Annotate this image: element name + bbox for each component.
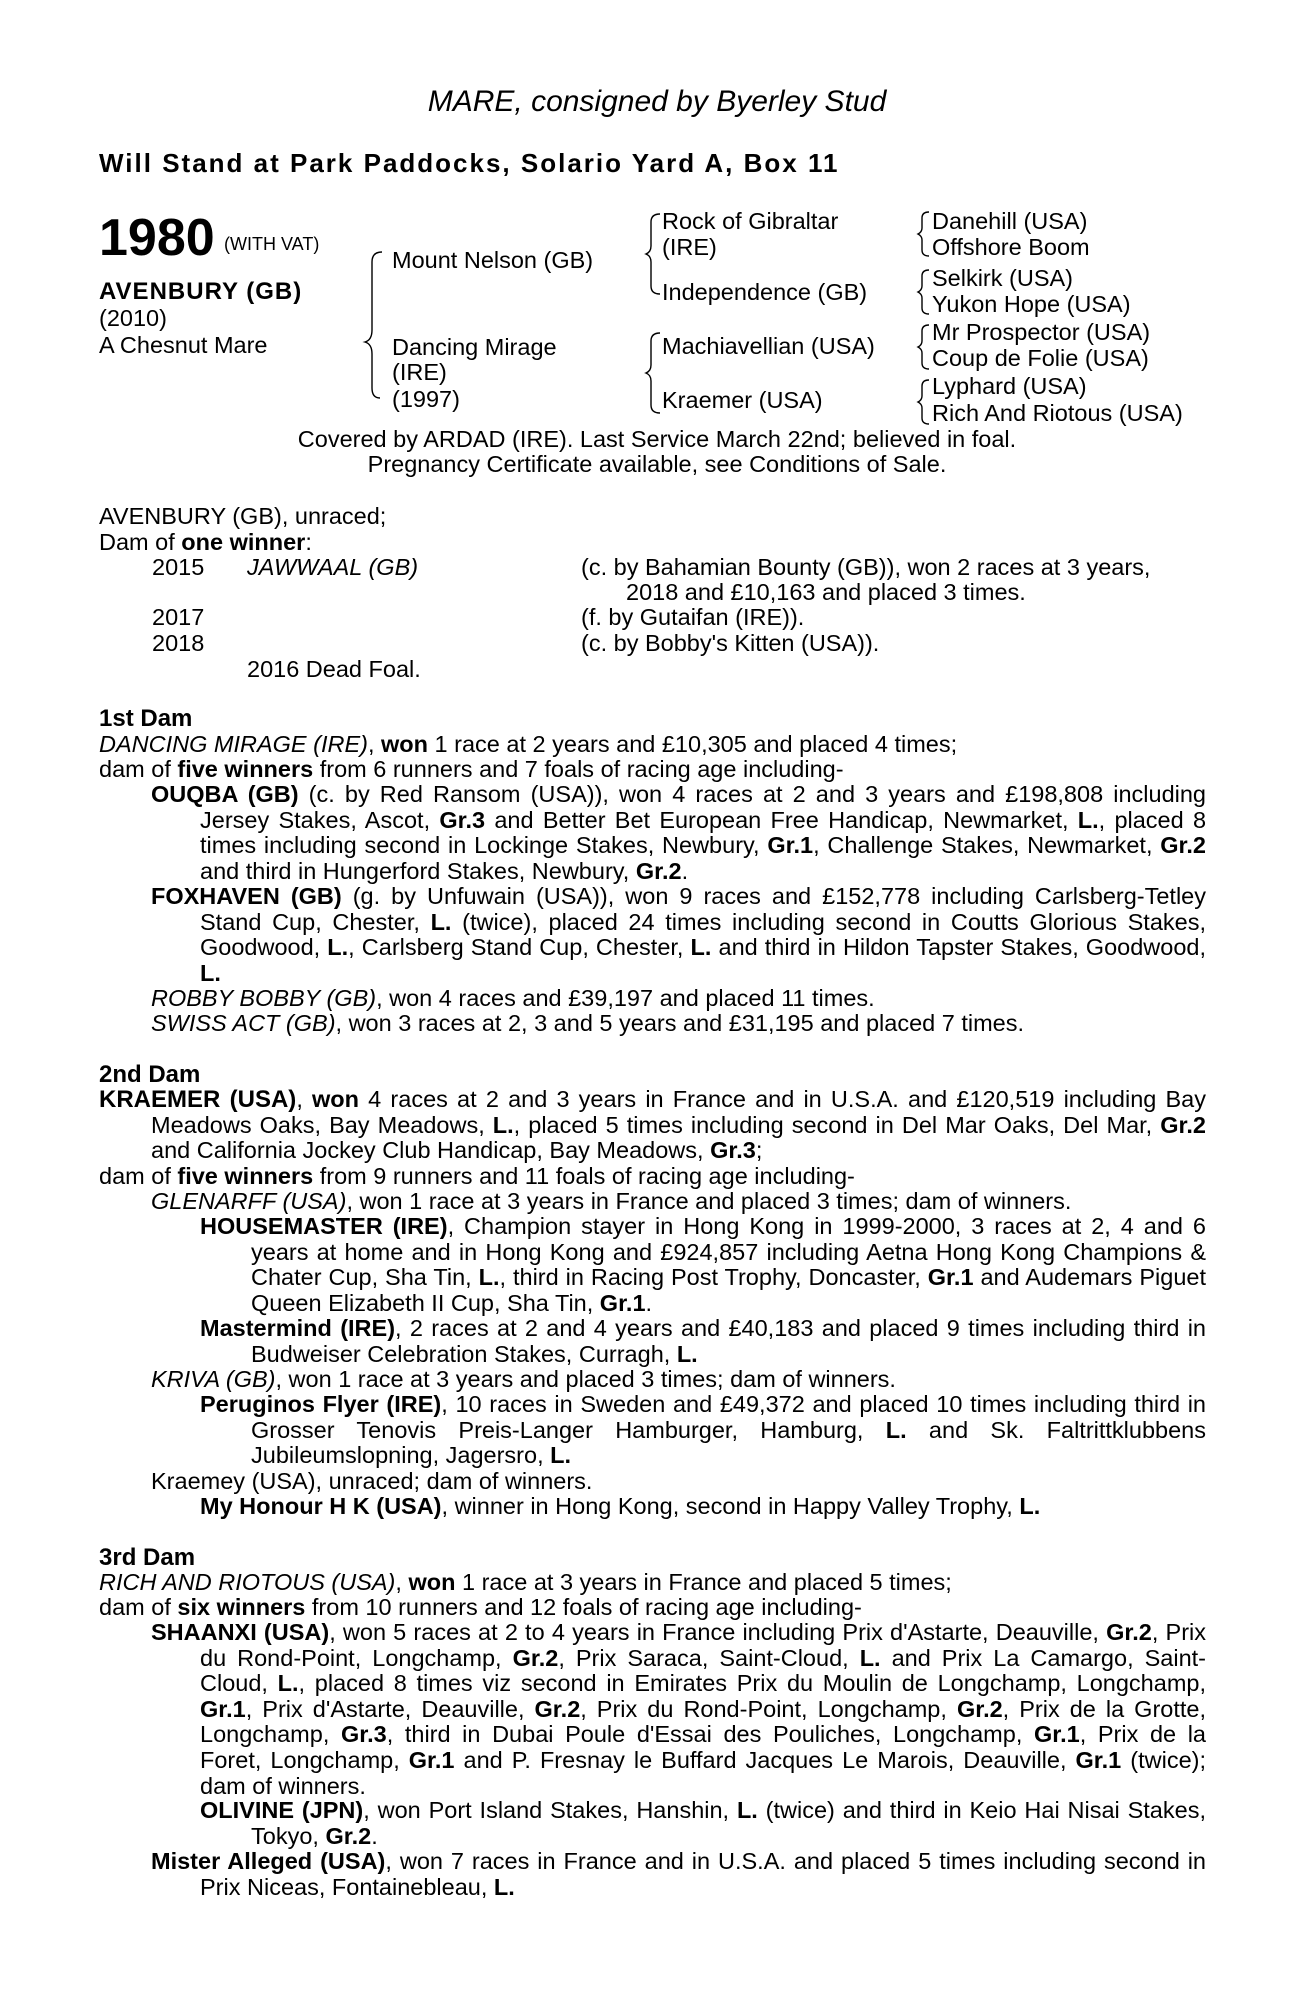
ouqba-text-4: , Challenge Stakes, Newmarket, bbox=[813, 832, 1161, 859]
olivine-grade-2: Gr.2 bbox=[325, 1822, 372, 1849]
pedigree-ss-line2: (IRE) bbox=[662, 234, 717, 260]
shaanxi-text-5: , placed 8 times viz second in Emirates Prix du Moulin de Longchamp, Longchamp, bbox=[298, 1670, 1206, 1697]
third-dam-winners: six winners bbox=[177, 1594, 306, 1620]
pedigree-ssd: Offshore Boom bbox=[932, 234, 1090, 260]
shaanxi-grade-1: Gr.2 bbox=[1106, 1619, 1152, 1645]
shaanxi-grade-8: Gr.3 bbox=[340, 1721, 387, 1748]
second-dam-text-1: 4 races at 2 and 3 years in France and in U.S.A. and £120,519 including Bay Meadows Oaks, Bay Meadows, bbox=[151, 1086, 1206, 1138]
foxhaven-text-3: , Carlsberg Stand Cup, Chester, bbox=[348, 934, 691, 961]
pedigree-ss-line1: Rock of Gibraltar bbox=[662, 208, 839, 234]
pedigree-dd: Kraemer (USA) bbox=[662, 387, 823, 413]
foxhaven-grade-3: L. bbox=[690, 934, 712, 961]
housemaster-grade-1: L. bbox=[478, 1264, 500, 1291]
pedigree-dam-line3: (1997) bbox=[392, 386, 460, 412]
housemaster-name: HOUSEMASTER (IRE) bbox=[200, 1213, 448, 1239]
brace-dd bbox=[918, 380, 929, 424]
entry-swiss-act bbox=[151, 1011, 1024, 1037]
shaanxi-grade-5: Gr.1 bbox=[200, 1695, 246, 1722]
first-dam-produce-suffix: from 6 runners and 7 foals of racing age including- bbox=[313, 756, 844, 782]
first-dam-winners: five winners bbox=[177, 756, 314, 782]
ouqba-grade-2: L. bbox=[1077, 806, 1099, 833]
first-dam-record: DANCING MIRAGE (IRE), won 1 race at 2 years and £10,305 and placed 4 times; bbox=[99, 731, 958, 757]
ouqba-grade-4: Gr.2 bbox=[1160, 832, 1206, 859]
peruginos-flyer-name: Peruginos Flyer (IRE) bbox=[200, 1391, 442, 1417]
mister-alleged-grade-1: L. bbox=[493, 1873, 515, 1900]
third-dam-name: RICH AND RIOTOUS (USA) bbox=[99, 1569, 396, 1595]
pedigree-dam-line1: Dancing Mirage bbox=[392, 334, 557, 360]
olivine-text-1: , won Port Island Stakes, Hanshin, bbox=[363, 1797, 737, 1823]
shaanxi-text-11: and P. Fresnay le Buffard Jacques Le Marois, Deauville, bbox=[454, 1746, 1076, 1773]
produce-dam-of bbox=[99, 530, 312, 556]
shaanxi-grade-3: L. bbox=[859, 1644, 881, 1671]
pedigree-dsd: Coup de Folie (USA) bbox=[932, 345, 1149, 371]
housemaster-grade-2: Gr.1 bbox=[927, 1264, 974, 1291]
shaanxi-text-7: , Prix du Rond-Point, Longchamp, bbox=[580, 1695, 957, 1722]
glenarff-name: GLENARFF (USA) bbox=[151, 1188, 347, 1214]
swiss-act-text: , won 3 races at 2, 3 and 5 years and £31,195 and placed 7 times. bbox=[335, 1010, 1025, 1036]
produce-details-2017: (f. by Gutaifan (IRE)). bbox=[581, 604, 805, 630]
shaanxi-grade-9: Gr.1 bbox=[1033, 1721, 1080, 1748]
second-dam-won: won bbox=[312, 1086, 360, 1112]
ouqba-text-1: (c. by Red Ransom (USA)), won 4 races at 2 and 3 years and £198,808 including Jersey Stakes, Ascot, bbox=[200, 781, 1206, 833]
stable-location: Will Stand at Park Paddocks, Solario Yard A, Box 11 bbox=[99, 148, 840, 178]
housemaster-text-2: , third in Racing Post Trophy, Doncaster, bbox=[499, 1264, 928, 1291]
entry-foxhaven bbox=[151, 883, 1207, 986]
shaanxi-grade-7: Gr.2 bbox=[956, 1695, 1003, 1722]
foxhaven-grade-1: L. bbox=[430, 908, 452, 935]
entry-olivine bbox=[200, 1797, 1206, 1849]
first-dam-heading: 1st Dam bbox=[99, 705, 193, 732]
horse-year: (2010) bbox=[99, 305, 167, 331]
entry-robby-bobby bbox=[151, 986, 875, 1012]
second-dam-dam-of: dam of bbox=[99, 1163, 178, 1189]
foxhaven-name: FOXHAVEN (GB) bbox=[151, 883, 342, 909]
shaanxi-text-6: , Prix d'Astarte, Deauville, bbox=[245, 1695, 535, 1722]
ouqba-text-5: and third in Hungerford Stakes, Newbury, bbox=[200, 857, 636, 884]
entry-mastermind bbox=[200, 1315, 1206, 1367]
ouqba-grade-5: Gr.2 bbox=[635, 857, 682, 884]
third-dam-produce-suffix: from 10 runners and 12 foals of racing age including- bbox=[305, 1594, 862, 1620]
second-dam-produce bbox=[99, 1164, 1205, 1190]
olivine-text-2: (twice) and third in Keio Hai Nisai Stakes, Tokyo, bbox=[251, 1797, 1206, 1849]
entry-kraemey: Kraemey (USA), unraced; dam of winners. bbox=[151, 1468, 593, 1494]
peruginos-flyer-grade-1: L. bbox=[885, 1416, 907, 1443]
shaanxi-grade-2: Gr.2 bbox=[512, 1644, 559, 1671]
peruginos-flyer-text-1: , 10 races in Sweden and £49,372 and placed 10 times including third in Grosser Tenovis Preis-Langer Hamburger, Hamburg, bbox=[251, 1391, 1206, 1443]
shaanxi-text-8: , Prix de la Grotte, Longchamp, bbox=[200, 1695, 1206, 1748]
second-dam-text-4: ; bbox=[755, 1137, 763, 1164]
my-honour-grade: L. bbox=[1019, 1493, 1041, 1519]
horse-description: A Chesnut Mare bbox=[99, 332, 268, 358]
second-dam-heading: 2nd Dam bbox=[99, 1061, 201, 1088]
housemaster-text-4: . bbox=[645, 1289, 653, 1316]
shaanxi-text-9: , third in Dubai Poule d'Essai des Pouliches, Longchamp, bbox=[386, 1721, 1034, 1748]
second-dam-produce-suffix: from 9 runners and 11 foals of racing age including- bbox=[313, 1163, 855, 1189]
second-dam-grade-2: Gr.2 bbox=[1160, 1111, 1206, 1138]
produce-details-2018: (c. by Bobby's Kitten (USA)). bbox=[581, 630, 880, 656]
produce-year-2017: 2017 bbox=[152, 604, 205, 630]
entry-glenarff bbox=[151, 1189, 1071, 1215]
pedigree-sire: Mount Nelson (GB) bbox=[392, 247, 594, 273]
produce-intro: AVENBURY (GB), unraced; bbox=[99, 503, 387, 529]
page-title: MARE, consigned by Byerley Stud bbox=[427, 85, 887, 118]
mister-alleged-name: Mister Alleged (USA) bbox=[151, 1848, 386, 1874]
foxhaven-text-1: (g. by Unfuwain (USA)), won 9 races and £152,778 including Carlsberg-Tetley Stand Cup, Chester, bbox=[200, 883, 1206, 935]
shaanxi-text-3: , Prix Saraca, Saint-Cloud, bbox=[558, 1644, 860, 1671]
ouqba-text-2: and Better Bet European Free Handicap, Newmarket, bbox=[485, 806, 1078, 833]
pedigree-ds: Machiavellian (USA) bbox=[662, 333, 875, 359]
pedigree-dss: Mr Prospector (USA) bbox=[932, 319, 1151, 345]
swiss-act-name: SWISS ACT (GB) bbox=[151, 1010, 336, 1036]
vat-note: (WITH VAT) bbox=[224, 234, 320, 254]
shaanxi-text-4: and Prix La Camargo, Saint-Cloud, bbox=[200, 1644, 1206, 1697]
mastermind-grade-1: L. bbox=[676, 1340, 698, 1367]
third-dam-produce bbox=[99, 1595, 1205, 1621]
my-honour-text: , winner in Hong Kong, second in Happy Valley Trophy, bbox=[441, 1493, 1020, 1519]
peruginos-flyer-grade-2: L. bbox=[550, 1442, 572, 1469]
shaanxi-text-12: (twice); dam of winners. bbox=[200, 1746, 1206, 1799]
covered-line1: Covered by ARDAD (IRE). Last Service March 22nd; believed in foal. bbox=[297, 426, 1017, 452]
ouqba-text-3: , placed 8 times including second in Lockinge Stakes, Newbury, bbox=[200, 806, 1207, 859]
brace-dam bbox=[646, 333, 660, 413]
shaanxi-text-10: , Prix de la Foret, Longchamp, bbox=[200, 1721, 1206, 1773]
entry-kriva bbox=[151, 1367, 896, 1393]
pedigree-sd: Independence (GB) bbox=[662, 279, 868, 305]
third-dam-record: RICH AND RIOTOUS (USA), won 1 race at 3 years in France and placed 5 times; bbox=[99, 1569, 952, 1595]
olivine-name: OLIVINE (JPN) bbox=[200, 1797, 364, 1823]
produce-details2-2015: 2018 and £10,163 and placed 3 times. bbox=[626, 579, 1026, 605]
entry-peruginos-flyer bbox=[200, 1391, 1206, 1469]
produce-details-2015: (c. by Bahamian Bounty (GB)), won 2 races at 3 years, bbox=[581, 554, 1151, 580]
brace-sire bbox=[646, 214, 660, 294]
produce-year-2018: 2018 bbox=[152, 630, 205, 656]
entry-ouqba bbox=[151, 781, 1207, 884]
first-dam-dam-of: dam of bbox=[99, 756, 178, 782]
housemaster-text-3: and Audemars Piguet Queen Elizabeth II Cup, Sha Tin, bbox=[251, 1264, 1206, 1316]
second-dam-winners: five winners bbox=[177, 1163, 314, 1189]
second-dam-record: KRAEMER (USA), won 4 races at 2 and 3 years in France and in U.S.A. and £120,519 including Bay Meadows Oaks, Bay Meadows, L., placed 5 times including second in Del Mar Oaks, Del Mar, Gr.2 and California Jockey Club Handicap, Bay Meadows, Gr.3; bbox=[99, 1086, 1206, 1164]
entry-housemaster bbox=[200, 1213, 1206, 1316]
brace-gen1 bbox=[365, 252, 382, 398]
olivine-text-3: . bbox=[371, 1822, 378, 1849]
olivine-grade-1: L. bbox=[736, 1797, 758, 1823]
pedigree-dam-line2: (IRE) bbox=[392, 359, 447, 385]
shaanxi-grade-11: Gr.1 bbox=[1075, 1746, 1122, 1773]
foxhaven-text-2: (twice), placed 24 times including second in Coutts Glorious Stakes, Goodwood, bbox=[200, 908, 1207, 961]
produce-year-2015: 2015 bbox=[152, 554, 205, 580]
horse-name: AVENBURY (GB) bbox=[99, 278, 303, 305]
produce-dead-foal: 2016 Dead Foal. bbox=[247, 656, 421, 682]
shaanxi-grade-10: Gr.1 bbox=[408, 1746, 455, 1773]
third-dam-heading: 3rd Dam bbox=[99, 1544, 196, 1571]
dam-of-count: one winner bbox=[181, 529, 306, 555]
ouqba-text-6: . bbox=[681, 857, 689, 884]
second-dam-text-3: and California Jockey Club Handicap, Bay Meadows, bbox=[151, 1137, 711, 1164]
third-dam-won: won bbox=[408, 1569, 456, 1595]
robby-bobby-name: ROBBY BOBBY (GB) bbox=[151, 985, 377, 1011]
brace-ss bbox=[918, 212, 929, 256]
foxhaven-text-4: and third in Hildon Tapster Stakes, Goodwood, bbox=[711, 934, 1206, 961]
peruginos-flyer-text-2: and Sk. Faltrittklubbens Jubileumslopning, Jagersro, bbox=[251, 1416, 1206, 1469]
pedigree-sdd: Yukon Hope (USA) bbox=[932, 291, 1131, 317]
housemaster-grade-3: Gr.1 bbox=[599, 1289, 646, 1316]
dam-of-suffix: : bbox=[305, 529, 312, 555]
covered-line2: Pregnancy Certificate available, see Conditions of Sale. bbox=[367, 451, 947, 477]
housemaster-text-1: , Champion stayer in Hong Kong in 1999-2000, 3 races at 2, 4 and 6 years at home and in Hong Kong and £924,857 including Aetna Hong Kong Champions & Chater Cup, Sha Tin, bbox=[251, 1213, 1206, 1291]
ouqba-name: OUQBA (GB) bbox=[151, 781, 299, 807]
mastermind-name: Mastermind (IRE) bbox=[200, 1315, 396, 1341]
second-dam-text-2: , placed 5 times including second in Del Mar Oaks, Del Mar, bbox=[513, 1111, 1161, 1138]
my-honour-name: My Honour H K (USA) bbox=[200, 1493, 442, 1519]
entry-shaanxi bbox=[151, 1619, 1207, 1799]
pedigree-sds: Selkirk (USA) bbox=[932, 265, 1074, 291]
first-dam-name: DANCING MIRAGE (IRE) bbox=[99, 731, 368, 757]
first-dam-record-text: 1 race at 2 years and £10,305 and placed 4 times; bbox=[428, 731, 958, 757]
produce-name-2015: JAWWAAL (GB) bbox=[247, 554, 419, 580]
second-dam-grade-3: Gr.3 bbox=[710, 1137, 756, 1164]
pedigree-ddd: Rich And Riotous (USA) bbox=[932, 400, 1183, 426]
pedigree-dds: Lyphard (USA) bbox=[932, 373, 1087, 399]
glenarff-text: , won 1 race at 3 years in France and placed 3 times; dam of winners. bbox=[346, 1188, 1072, 1214]
pedigree-sss: Danehill (USA) bbox=[932, 208, 1088, 234]
shaanxi-text-1: , won 5 races at 2 to 4 years in France including Prix d'Astarte, Deauville, bbox=[329, 1619, 1107, 1645]
brace-ds bbox=[918, 325, 929, 369]
entry-my-honour bbox=[200, 1494, 1040, 1520]
kriva-text: , won 1 race at 3 years and placed 3 times; dam of winners. bbox=[275, 1366, 896, 1392]
mister-alleged-text-1: , won 7 races in France and in U.S.A. and placed 5 times including second in Prix Niceas, Fontainebleau, bbox=[200, 1848, 1206, 1900]
shaanxi-grade-6: Gr.2 bbox=[534, 1695, 581, 1722]
foxhaven-grade-4: L. bbox=[200, 959, 221, 986]
shaanxi-grade-4: L. bbox=[277, 1670, 299, 1697]
foxhaven-grade-2: L. bbox=[327, 934, 349, 961]
first-dam-won: won bbox=[381, 731, 429, 757]
first-dam-produce bbox=[99, 757, 1205, 783]
shaanxi-text-2: , Prix du Rond-Point, Longchamp, bbox=[200, 1619, 1207, 1671]
mastermind-text-1: , 2 races at 2 and 4 years and £40,183 and placed 9 times including third in Budweiser Celebration Stakes, Curragh, bbox=[251, 1315, 1206, 1367]
third-dam-record-text: 1 race at 3 years in France and placed 5 times; bbox=[455, 1569, 952, 1595]
shaanxi-name: SHAANXI (USA) bbox=[151, 1619, 330, 1645]
second-dam-grade-1: L. bbox=[492, 1111, 514, 1138]
ouqba-grade-1: Gr.3 bbox=[439, 806, 486, 833]
ouqba-grade-3: Gr.1 bbox=[767, 832, 814, 859]
third-dam-dam-of: dam of bbox=[99, 1594, 178, 1620]
second-dam-name: KRAEMER (USA) bbox=[99, 1086, 297, 1113]
kriva-name: KRIVA (GB) bbox=[151, 1366, 276, 1392]
robby-bobby-text: , won 4 races and £39,197 and placed 11 times. bbox=[376, 985, 875, 1011]
pedigree-braces bbox=[0, 0, 1314, 440]
lot-number: 1980 bbox=[99, 209, 215, 267]
entry-mister-alleged bbox=[151, 1848, 1206, 1900]
dam-of-prefix: Dam of bbox=[99, 529, 182, 555]
brace-sd bbox=[918, 270, 929, 314]
